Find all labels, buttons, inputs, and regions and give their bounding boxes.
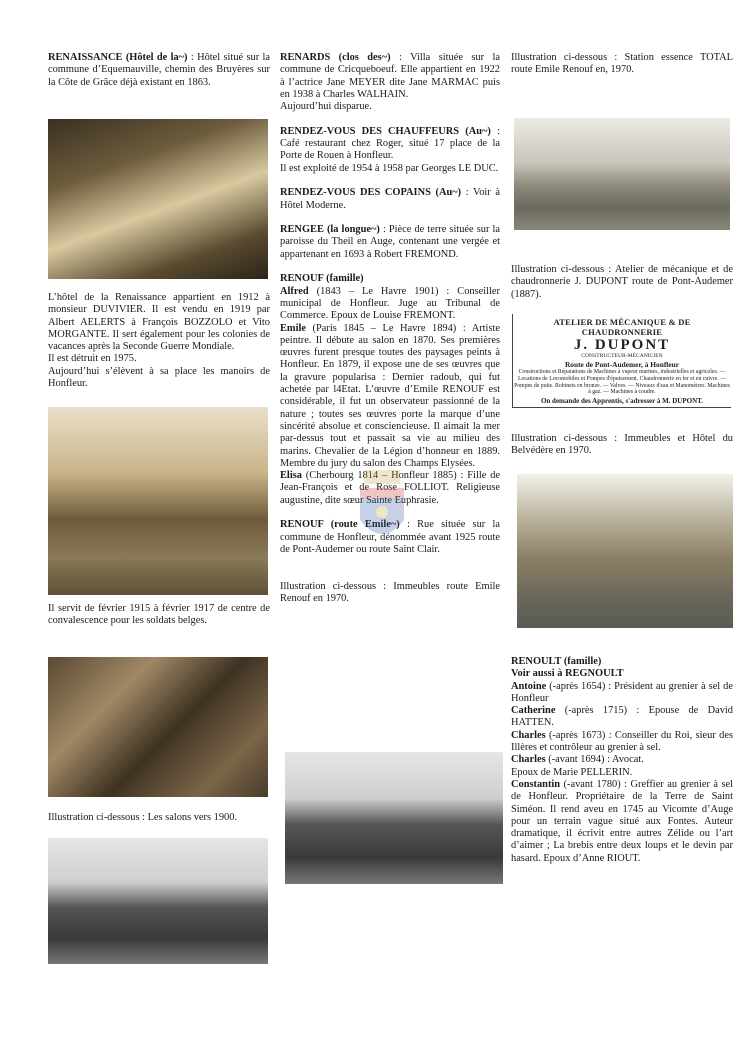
see-also-regnoult: Voir aussi à REGNOULT bbox=[511, 668, 624, 680]
caption-station-total: Illustration ci-dessous : Station essence TOTAL route Emile Renouf en, 1970. bbox=[511, 52, 733, 76]
photo-belvedere bbox=[517, 474, 733, 628]
member-antoine: Antoine (-après 1654) : Président au grenier à sel de Honfleur bbox=[511, 680, 733, 704]
entry-heading: RENAISSANCE (Hôtel de la~) bbox=[48, 52, 188, 63]
entry-renards: RENARDS (clos des~) : Villa située sur la commune de Cricqueboeuf. Elle appartient en 1922 à l’actrice Jane MEYER dite Jane MARMAC puis en 1938 à Charles WALHAIN. bbox=[280, 52, 500, 100]
caption-belvedere: Illustration ci-dessous : Immeubles et Hôtel du Belvédère en 1970. bbox=[511, 433, 733, 457]
coat-of-arms-watermark-icon bbox=[356, 470, 408, 550]
caption-immeubles-renouf: Illustration ci-dessous : Immeubles route Emile Renouf en 1970. bbox=[280, 580, 500, 605]
entry-renouf-route: RENOUF (route Emile~) : Rue située sur la commune de Honfleur, dénommée avant 1925 route de Pont-Audemer ou route Saint Clair. bbox=[280, 519, 500, 555]
photo-renaissance-gate bbox=[48, 119, 268, 279]
photo-salon-postcard bbox=[48, 657, 268, 797]
column-1 bbox=[48, 52, 270, 89]
member-elisa: Elisa (Cherbourg 1814 – Honfleur 1885) : Fille de Jean-François et de Rose FOLLIOT. Religieuse augustine, dite sœur Sainte Euphrasie. bbox=[280, 470, 500, 506]
entry-rengee: RENGEE (la longue~) : Pièce de terre située sur la paroisse du Theil en Auge, contenant une vergée et appartenant en 1693 à Robert FREMOND. bbox=[280, 224, 500, 260]
entry-rdv-copains: RENDEZ-VOUS DES COPAINS (Au~) : Voir à Hôtel Moderne. bbox=[280, 187, 500, 211]
photo-station-total bbox=[514, 118, 730, 230]
entry-renouf-famille: RENOUF (famille) bbox=[280, 273, 364, 285]
photo-salons-1900 bbox=[48, 838, 268, 964]
photo-immeubles-renouf bbox=[285, 752, 503, 884]
entry-renaissance: RENAISSANCE (Hôtel de la~) : Hôtel situé sur la commune d’Equemauville, chemin des Bruyères sur la Côte de Grâce déjà existant en 1863. bbox=[48, 52, 270, 88]
convalescence-text: Il servit de février 1915 à février 1917 de centre de convalescence pour les soldats belges. bbox=[48, 603, 270, 627]
entry-renoult-famille: RENOULT (famille) Voir aussi à REGNOULT Antoine (-après 1654) : Président au grenier à sel de Honfleur Catherine (-après 1715) : Epouse de David HATTEN. Charles (-après 1673) : Conseiller du Roi, sieur des Illères et contrôleur au grenier à sel. Charles (-avant 1694) : Avocat. Epoux de Marie PELLERIN. Constantin (-avant 1780) : Greffier au grenier à sel de Honfleur. Propriétaire de la Terre de Saint Siméon. Il rend aveu en 1745 au Vicomte d’Auge pour un terrain vague situé aux Fontes. Auteur dramatique, il écrivit entre autres Zélide ou l’art d’aimer ; La brebis entre deux loups et le devin par hasard. Epoux d’Anne RIOUT. bbox=[511, 656, 733, 864]
member-alfred: Alfred (1843 – Le Havre 1901) : Conseiller municipal de Honfleur. Juge au Tribunal de Commerce. Epoux de Louise FREMONT. bbox=[280, 285, 500, 322]
member-charles-2: Charles (-avant 1694) : Avocat. bbox=[511, 754, 644, 766]
member-catherine: Catherine (-après 1715) : Epouse de David HATTEN. bbox=[511, 705, 733, 729]
member-charles-1: Charles (-après 1673) : Conseiller du Roi, sieur des Illères et contrôleur au grenier à sel. bbox=[511, 729, 733, 754]
renaissance-history: L’hôtel de la Renaissance appartient en 1912 à monsieur DUVIVIER. Il est vendu en 1919 par Albert AELERTS à François BOZZOLO et Vito MORGANTE. Il sert également pour les colonies de vacances après la Seconde Guerre Mondiale. Il est détruit en 1975. Aujourd’hui s’élèvent à sa place les manoirs de Honfleur. bbox=[48, 292, 270, 390]
column-3 bbox=[511, 52, 733, 77]
caption-salons: Illustration ci-dessous : Les salons vers 1900. bbox=[48, 812, 238, 823]
column-2: RENARDS (clos des~) : Villa située sur la commune de Cricqueboeuf. Elle appartient en 1922 à l’actrice Jane MEYER dite Jane MARMAC puis en 1938 à Charles WALHAIN. Aujourd’hui disparue. RENDEZ-VOUS DES CHAUFFEURS (Au~) : Café restaurant chez Roger, situé 17 place de la Porte de Rouen à Honfleur. Il est exploité de 1954 à 1958 par Georges LE DUC. RENDEZ-VOUS DES COPAINS (Au~) : Voir à Hôtel Moderne. RENGEE (la longue~) : Pièce de terre située sur la paroisse du Theil en Auge, contenant une vergée et appartenant en 1693 à Robert FREMOND. RENOUF (famille) Alfred (1843 – Le Havre 1901) : Conseiller municipal de Honfleur. Juge au Tribunal de Commerce. Epoux de Louise FREMONT. Emile (Paris 1845 – Le Havre 1894) : Artiste peintre. Il débute au salon en 1870. Ses premières œuvres furent presque toutes des paysages peints à Honfleur. En 1879, il expose une de ses œuvres que la gravure popularisa : Dernier radoub, qui fut achetée par l4Etat. L’œuvre d’Emile RENOUF est considérable, il fut un observateur passionné de la nature ; toutes ses œuvres porte la marque d’une sincérité absolue et consciencieuse. Il aimait la mer par-dessus tout et passait sa vie au milieu des marins. Chevalier de la Légion d’honneur en 1889. Membre du jury du salon des Champs Elysées. Elisa (Cherbourg 1814 – Honfleur 1885) : Fille de Jean-François et de Rose FOLLIOT. Religieuse augustine, dite sœur Sainte Euphrasie. RENOUF (route Emile~) : Rue située sur la commune de Honfleur, dénommée avant 1925 route de Pont-Audemer ou route Saint Clair. Illustration ci-dessous : Immeubles route Emile Renouf en 1970. bbox=[280, 52, 500, 605]
member-emile: Emile (Paris 1845 – Le Havre 1894) : Artiste peintre. Il débute au salon en 1870. Ses premières œuvres furent presque toutes des paysages peints à Honfleur. En 1879, il expose une de ses œuvres que la gravure popularisa : Dernier radoub, qui fut achetée par l4Etat. L’œuvre d’Emile RENOUF est considérable, il fut un observateur passionné de la nature ; toutes ses œuvres porte la marque d’une sincérité absolue et consciencieuse. Il aimait la mer par-dessus tout et passait sa vie au milieu des marins. Chevalier de la Légion d’honneur en 1889. Membre du jury du salon des Champs Elysées. bbox=[280, 322, 500, 469]
caption-atelier: Illustration ci-dessous : Atelier de mécanique et de chaudronnerie J. DUPONT route de Pont-Audemer (1887). bbox=[511, 264, 733, 300]
photo-renaissance-building bbox=[48, 407, 268, 595]
entry-rdv-chauffeurs: RENDEZ-VOUS DES CHAUFFEURS (Au~) : Café restaurant chez Roger, situé 17 place de la Porte de Rouen à Honfleur. bbox=[280, 125, 500, 162]
dupont-advertisement: ATELIER DE MÉCANIQUE & DE CHAUDRONNERIE J. DUPONT CONSTRUCTEUR-MÉCANICIEN Route de Pont-Audemer, à Honfleur Constructions et Réparations de Machines à vapeur marines, industrielles et agricoles. — Locations de Locomobiles et Pompes d'épuisement. Chaudronnerie en fer et en cuivre. — Pompes de puits. Robinets en bronze. — Valves. — Niveaux d'eau et Manomètres. Machines à gaz. — Machines à coudre. On demande des Apprentis, s'adresser à M. DUPONT. bbox=[512, 314, 731, 408]
member-constantin: Constantin (-avant 1780) : Greffier au grenier à sel de Honfleur. Propriétaire de la Terre de Saint Siméon. Il rend aveu en 1745 au Vicomte d’Auge pour un terrain vague situé aux Fontes. Auteur dramatique, il écrivit entre autres Zélide ou l’art d’aimer ; La brebis entre deux loups et le devin par hasard. Epoux d’Anne RIOUT. bbox=[511, 778, 733, 864]
